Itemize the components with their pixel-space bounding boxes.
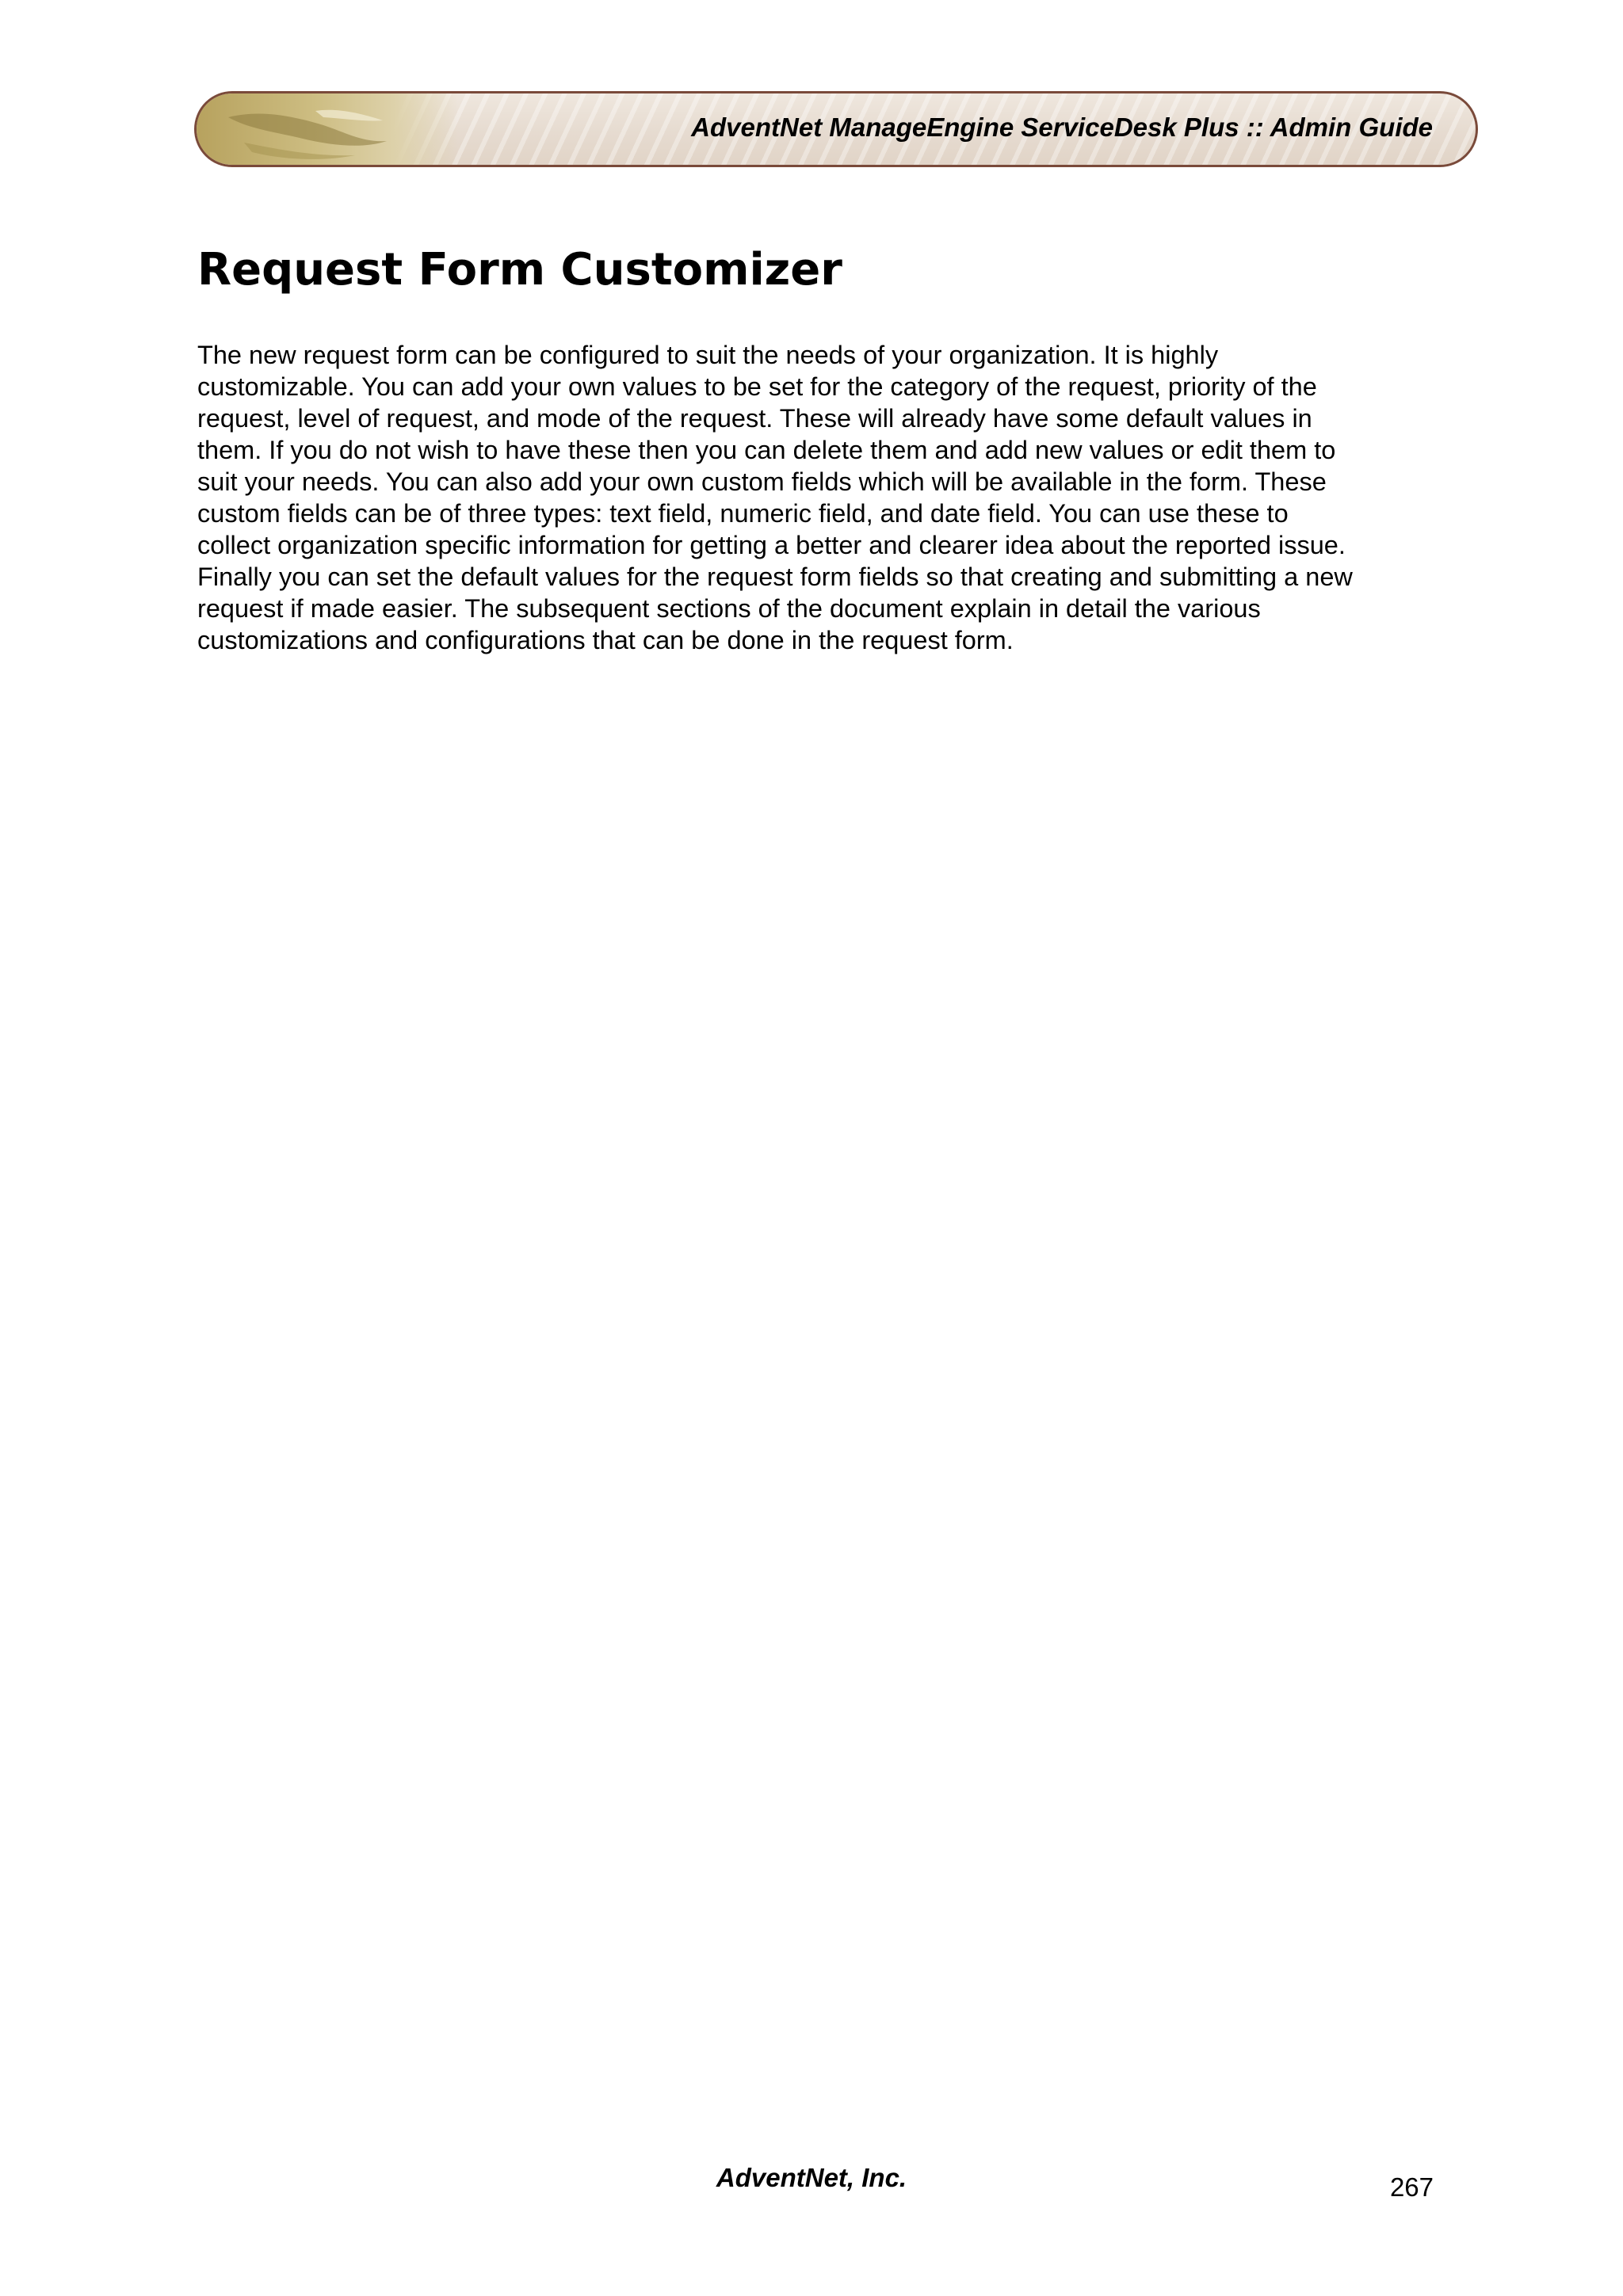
banner-decorative-image bbox=[197, 93, 458, 165]
paragraph-line: request, level of request, and mode of the request. These will already have some default values in bbox=[197, 404, 1312, 433]
paragraph-line: request if made easier. The subsequent sections of the document explain in detail the various bbox=[197, 594, 1261, 623]
page-title: Request Form Customizer bbox=[197, 244, 842, 296]
paragraph-line: customizable. You can add your own values to be set for the category of the request, priority of the bbox=[197, 372, 1317, 401]
paragraph-line: Finally you can set the default values for the request form fields so that creating and submitting a new bbox=[197, 563, 1353, 591]
header-banner bbox=[194, 91, 1478, 167]
paragraph-line: them. If you do not wish to have these then you can delete them and add new values or edit them to bbox=[197, 436, 1336, 464]
banner-art-icon bbox=[197, 93, 458, 167]
paragraph-line: The new request form can be configured to suit the needs of your organization. It is highly bbox=[197, 341, 1219, 369]
page-number: 267 bbox=[1389, 2172, 1434, 2202]
header-title: AdventNet ManageEngine ServiceDesk Plus :: Admin Guide bbox=[691, 113, 1433, 142]
body-paragraph bbox=[197, 339, 1449, 656]
paragraph-line: customizations and configurations that can be done in the request form. bbox=[197, 626, 1014, 654]
paragraph-line: custom fields can be of three types: text field, numeric field, and date field. You can use these to bbox=[197, 499, 1289, 528]
footer-company: AdventNet, Inc. bbox=[716, 2163, 907, 2192]
paragraph-line: suit your needs. You can also add your own custom fields which will be available in the form. These bbox=[197, 467, 1327, 496]
paragraph-line: collect organization specific information for getting a better and clearer idea about the reported issue. bbox=[197, 531, 1346, 559]
